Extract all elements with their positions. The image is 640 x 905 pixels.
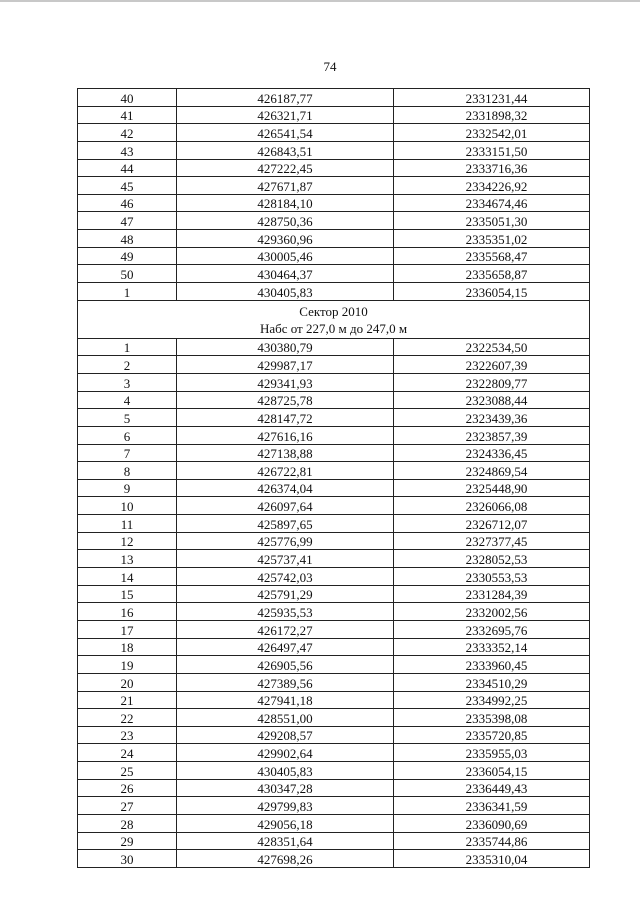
x-coordinate-cell: 427671,87	[177, 177, 394, 195]
x-coordinate-cell: 429799,83	[177, 797, 394, 815]
x-coordinate-cell: 426497,47	[177, 638, 394, 656]
x-coordinate-cell: 427941,18	[177, 691, 394, 709]
point-number-cell: 40	[78, 89, 177, 107]
page-top-edge	[0, 0, 640, 2]
y-coordinate-cell: 2336090,69	[394, 814, 590, 832]
point-number-cell: 18	[78, 638, 177, 656]
y-coordinate-cell: 2335955,03	[394, 744, 590, 762]
page-number: 74	[323, 59, 337, 74]
table-row	[78, 373, 590, 391]
y-coordinate-cell: 2335398,08	[394, 709, 590, 727]
point-number-cell: 26	[78, 779, 177, 797]
x-coordinate-cell: 425737,41	[177, 550, 394, 568]
table-row	[78, 356, 590, 374]
x-coordinate-cell: 426843,51	[177, 141, 394, 159]
x-coordinate-cell: 430380,79	[177, 338, 394, 356]
table-row	[78, 691, 590, 709]
y-coordinate-cell: 2328052,53	[394, 550, 590, 568]
x-coordinate-cell: 425897,65	[177, 515, 394, 533]
point-number-cell: 1	[78, 338, 177, 356]
point-number-cell: 10	[78, 497, 177, 515]
y-coordinate-cell: 2322534,50	[394, 338, 590, 356]
x-coordinate-cell: 426187,77	[177, 89, 394, 107]
y-coordinate-cell: 2322607,39	[394, 356, 590, 374]
table-row	[78, 247, 590, 265]
x-coordinate-cell: 430347,28	[177, 779, 394, 797]
point-number-cell: 19	[78, 656, 177, 674]
point-number-cell: 50	[78, 265, 177, 283]
table-row	[78, 338, 590, 356]
point-number-cell: 20	[78, 673, 177, 691]
y-coordinate-cell: 2335051,30	[394, 212, 590, 230]
table-row	[78, 283, 590, 301]
x-coordinate-cell: 426905,56	[177, 656, 394, 674]
table-row	[78, 779, 590, 797]
y-coordinate-cell: 2326066,08	[394, 497, 590, 515]
section-header-row	[78, 300, 590, 338]
point-number-cell: 44	[78, 159, 177, 177]
table-row	[78, 89, 590, 107]
table-row	[78, 444, 590, 462]
y-coordinate-cell: 2333352,14	[394, 638, 590, 656]
y-coordinate-cell: 2336449,43	[394, 779, 590, 797]
table-row	[78, 850, 590, 868]
point-number-cell: 49	[78, 247, 177, 265]
point-number-cell: 29	[78, 832, 177, 850]
table-row	[78, 585, 590, 603]
x-coordinate-cell: 428551,00	[177, 709, 394, 727]
x-coordinate-cell: 426097,64	[177, 497, 394, 515]
table-row	[78, 497, 590, 515]
x-coordinate-cell: 425935,53	[177, 603, 394, 621]
section-header-body	[78, 300, 590, 338]
table-row	[78, 124, 590, 142]
x-coordinate-cell: 427616,16	[177, 426, 394, 444]
point-number-cell: 42	[78, 124, 177, 142]
point-number-cell: 12	[78, 532, 177, 550]
point-number-cell: 16	[78, 603, 177, 621]
point-number-cell: 14	[78, 568, 177, 586]
x-coordinate-cell: 425776,99	[177, 532, 394, 550]
table-row	[78, 709, 590, 727]
x-coordinate-cell: 426321,71	[177, 106, 394, 124]
point-number-cell: 41	[78, 106, 177, 124]
table-row	[78, 106, 590, 124]
point-number-cell: 25	[78, 762, 177, 780]
y-coordinate-cell: 2322809,77	[394, 373, 590, 391]
point-number-cell: 6	[78, 426, 177, 444]
table-row	[78, 141, 590, 159]
y-coordinate-cell: 2335744,86	[394, 832, 590, 850]
y-coordinate-cell: 2332542,01	[394, 124, 590, 142]
table-row	[78, 726, 590, 744]
y-coordinate-cell: 2323857,39	[394, 426, 590, 444]
y-coordinate-cell: 2323439,36	[394, 409, 590, 427]
table-row	[78, 673, 590, 691]
point-number-cell: 48	[78, 230, 177, 248]
x-coordinate-cell: 427698,26	[177, 850, 394, 868]
point-number-cell: 5	[78, 409, 177, 427]
x-coordinate-cell: 429056,18	[177, 814, 394, 832]
y-coordinate-cell: 2333716,36	[394, 159, 590, 177]
x-coordinate-cell: 425791,29	[177, 585, 394, 603]
x-coordinate-cell: 429987,17	[177, 356, 394, 374]
x-coordinate-cell: 429208,57	[177, 726, 394, 744]
point-number-cell: 7	[78, 444, 177, 462]
y-coordinate-cell: 2325448,90	[394, 479, 590, 497]
y-coordinate-cell: 2324869,54	[394, 462, 590, 480]
point-number-cell: 15	[78, 585, 177, 603]
point-number-cell: 9	[78, 479, 177, 497]
point-number-cell: 3	[78, 373, 177, 391]
y-coordinate-cell: 2327377,45	[394, 532, 590, 550]
table-row	[78, 620, 590, 638]
point-number-cell: 30	[78, 850, 177, 868]
x-coordinate-cell: 429360,96	[177, 230, 394, 248]
table-row	[78, 656, 590, 674]
point-number-cell: 22	[78, 709, 177, 727]
y-coordinate-cell: 2332002,56	[394, 603, 590, 621]
x-coordinate-cell: 429902,64	[177, 744, 394, 762]
point-number-cell: 45	[78, 177, 177, 195]
y-coordinate-cell: 2336054,15	[394, 762, 590, 780]
section-subtitle: Набс от 227,0 м до 247,0 м	[259, 320, 408, 336]
x-coordinate-cell: 430405,83	[177, 283, 394, 301]
x-coordinate-cell: 427138,88	[177, 444, 394, 462]
point-number-cell: 43	[78, 141, 177, 159]
x-coordinate-cell: 428147,72	[177, 409, 394, 427]
x-coordinate-cell: 427389,56	[177, 673, 394, 691]
x-coordinate-cell: 428184,10	[177, 194, 394, 212]
y-coordinate-cell: 2335568,47	[394, 247, 590, 265]
coordinates-table	[77, 88, 590, 868]
x-coordinate-cell: 429341,93	[177, 373, 394, 391]
point-number-cell: 13	[78, 550, 177, 568]
table-row	[78, 409, 590, 427]
table-row	[78, 744, 590, 762]
point-number-cell: 23	[78, 726, 177, 744]
x-coordinate-cell: 428725,78	[177, 391, 394, 409]
section-title: Сектор 2010	[299, 303, 368, 319]
y-coordinate-cell: 2336341,59	[394, 797, 590, 815]
y-coordinate-cell: 2324336,45	[394, 444, 590, 462]
x-coordinate-cell: 430405,83	[177, 762, 394, 780]
table-row	[78, 426, 590, 444]
y-coordinate-cell: 2335310,04	[394, 850, 590, 868]
table-row	[78, 212, 590, 230]
table-row	[78, 532, 590, 550]
point-number-cell: 11	[78, 515, 177, 533]
point-number-cell: 24	[78, 744, 177, 762]
point-number-cell: 4	[78, 391, 177, 409]
table-row	[78, 762, 590, 780]
point-number-cell: 27	[78, 797, 177, 815]
x-coordinate-cell: 426722,81	[177, 462, 394, 480]
y-coordinate-cell: 2326712,07	[394, 515, 590, 533]
x-coordinate-cell: 426172,27	[177, 620, 394, 638]
x-coordinate-cell: 427222,45	[177, 159, 394, 177]
table-row	[78, 550, 590, 568]
table-row	[78, 814, 590, 832]
x-coordinate-cell: 428750,36	[177, 212, 394, 230]
y-coordinate-cell: 2335658,87	[394, 265, 590, 283]
y-coordinate-cell: 2323088,44	[394, 391, 590, 409]
y-coordinate-cell: 2331898,32	[394, 106, 590, 124]
table-row	[78, 230, 590, 248]
y-coordinate-cell: 2332695,76	[394, 620, 590, 638]
point-number-cell: 17	[78, 620, 177, 638]
y-coordinate-cell: 2331231,44	[394, 89, 590, 107]
x-coordinate-cell: 430005,46	[177, 247, 394, 265]
table-row	[78, 177, 590, 195]
table-row	[78, 462, 590, 480]
point-number-cell: 1	[78, 283, 177, 301]
x-coordinate-cell: 425742,03	[177, 568, 394, 586]
y-coordinate-cell: 2330553,53	[394, 568, 590, 586]
point-number-cell: 21	[78, 691, 177, 709]
y-coordinate-cell: 2333151,50	[394, 141, 590, 159]
y-coordinate-cell: 2335720,85	[394, 726, 590, 744]
coordinates-table-lower	[78, 338, 590, 867]
x-coordinate-cell: 426541,54	[177, 124, 394, 142]
x-coordinate-cell: 428351,64	[177, 832, 394, 850]
table-row	[78, 159, 590, 177]
table-row	[78, 479, 590, 497]
x-coordinate-cell: 426374,04	[177, 479, 394, 497]
table-row	[78, 638, 590, 656]
section-header-cell	[78, 300, 590, 338]
y-coordinate-cell: 2334992,25	[394, 691, 590, 709]
table-row	[78, 515, 590, 533]
coordinates-table-upper	[78, 89, 590, 301]
point-number-cell: 28	[78, 814, 177, 832]
x-coordinate-cell: 430464,37	[177, 265, 394, 283]
table-row	[78, 194, 590, 212]
table-row	[78, 832, 590, 850]
y-coordinate-cell: 2334510,29	[394, 673, 590, 691]
table-row	[78, 603, 590, 621]
point-number-cell: 47	[78, 212, 177, 230]
y-coordinate-cell: 2334226,92	[394, 177, 590, 195]
table-row	[78, 391, 590, 409]
table-row	[78, 265, 590, 283]
y-coordinate-cell: 2336054,15	[394, 283, 590, 301]
y-coordinate-cell: 2333960,45	[394, 656, 590, 674]
table-row	[78, 797, 590, 815]
y-coordinate-cell: 2334674,46	[394, 194, 590, 212]
point-number-cell: 8	[78, 462, 177, 480]
y-coordinate-cell: 2335351,02	[394, 230, 590, 248]
table-row	[78, 568, 590, 586]
point-number-cell: 2	[78, 356, 177, 374]
point-number-cell: 46	[78, 194, 177, 212]
y-coordinate-cell: 2331284,39	[394, 585, 590, 603]
